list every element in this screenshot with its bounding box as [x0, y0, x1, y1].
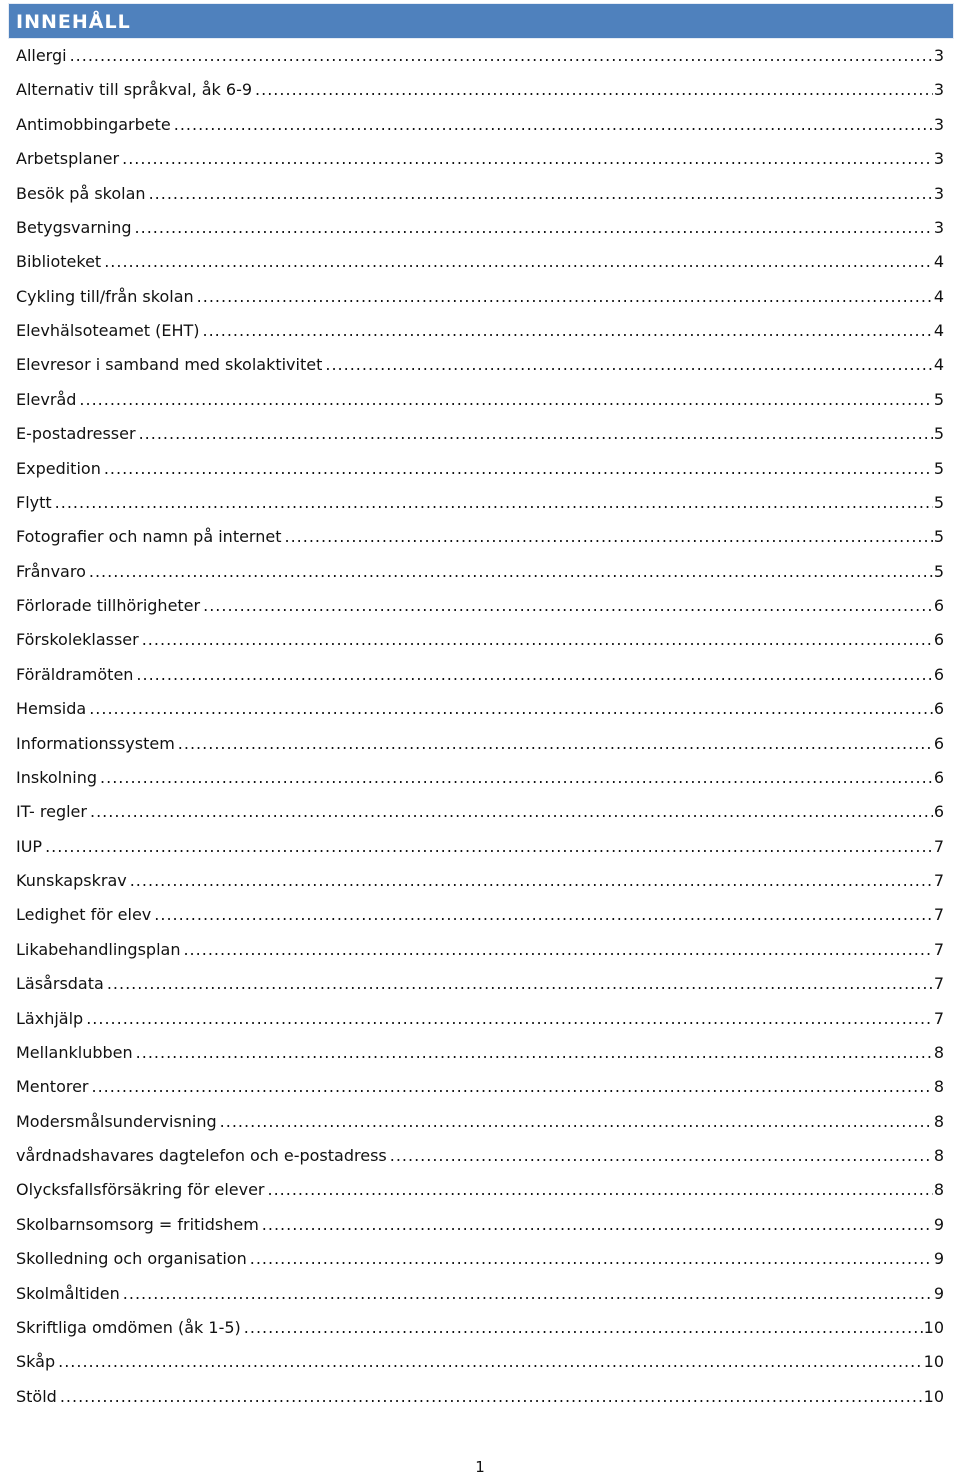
- toc-entry-page: 5: [933, 492, 944, 512]
- toc-entry-title: Fotografier och namn på internet: [16, 527, 282, 547]
- toc-dot-leader: [55, 486, 933, 520]
- toc-entry-page: 6: [933, 802, 944, 822]
- toc-dot-leader: [79, 383, 932, 417]
- toc-entry[interactable]: [16, 761, 944, 795]
- toc-entry-page: 5: [933, 424, 944, 444]
- toc-entry-title: Mellanklubben: [16, 1042, 133, 1062]
- toc-entry-title: Cykling till/från skolan: [16, 286, 194, 306]
- toc-entry-title: Flytt: [16, 492, 52, 512]
- toc-entry[interactable]: [16, 933, 944, 967]
- toc-entry[interactable]: [16, 1242, 944, 1276]
- toc-entry-page: 6: [933, 767, 944, 787]
- toc-dot-leader: [45, 830, 933, 864]
- toc-entry[interactable]: [16, 1105, 944, 1139]
- toc-entry-title: Modersmålsundervisning: [16, 1111, 217, 1131]
- toc-dot-leader: [203, 589, 933, 623]
- toc-dot-leader: [390, 1139, 933, 1173]
- toc-entry[interactable]: [16, 1208, 944, 1242]
- toc-entry-title: Inskolning: [16, 767, 98, 787]
- toc-entry[interactable]: [16, 280, 944, 314]
- toc-dot-leader: [139, 417, 933, 451]
- toc-entry[interactable]: [16, 348, 944, 382]
- toc-dot-leader: [107, 967, 933, 1001]
- toc-dot-leader: [89, 692, 933, 726]
- toc-entry-title: E-postadresser: [16, 424, 136, 444]
- toc-dot-leader: [70, 39, 933, 73]
- toc-entry-title: Kunskapskrav: [16, 871, 127, 890]
- toc-entry-title: IUP: [16, 836, 43, 856]
- toc-dot-leader: [60, 1380, 923, 1414]
- toc-entry-title: Skriftliga omdömen (åk 1-5): [16, 1317, 241, 1337]
- toc-entry[interactable]: [16, 967, 944, 1001]
- table-of-contents: [16, 39, 944, 1414]
- toc-entry-title: Läxhjälp: [16, 1008, 84, 1028]
- toc-entry[interactable]: [16, 864, 944, 898]
- toc-dot-leader: [220, 1105, 933, 1139]
- toc-entry-title: Arbetsplaner: [16, 149, 120, 169]
- toc-entry-title: Ledighet för elev: [16, 905, 152, 925]
- toc-entry-page: 7: [933, 871, 944, 890]
- toc-dot-leader: [325, 348, 932, 382]
- toc-dot-leader: [86, 1002, 933, 1036]
- toc-entry[interactable]: [16, 1036, 944, 1070]
- toc-entry-page: 6: [933, 596, 944, 615]
- toc-entry[interactable]: [16, 658, 944, 692]
- toc-entry-page: 4: [933, 252, 944, 272]
- toc-entry[interactable]: [16, 1173, 944, 1207]
- toc-entry-title: Betygsvarning: [16, 217, 132, 237]
- toc-entry-page: 7: [933, 836, 944, 856]
- toc-entry-title: Alternativ till språkval, åk 6-9: [16, 80, 253, 100]
- toc-dot-leader: [284, 520, 932, 554]
- toc-entry-title: Skolledning och organisation: [16, 1249, 247, 1269]
- toc-dot-leader: [268, 1173, 933, 1207]
- toc-entry[interactable]: [16, 589, 944, 623]
- toc-entry[interactable]: [16, 727, 944, 761]
- toc-entry[interactable]: [16, 1277, 944, 1311]
- toc-entry-page: 4: [933, 321, 944, 340]
- toc-entry[interactable]: [16, 417, 944, 451]
- toc-entry-title: Läsårsdata: [16, 974, 104, 994]
- toc-entry-page: 5: [933, 389, 944, 409]
- toc-entry-page: 3: [933, 183, 944, 203]
- toc-dot-leader: [104, 245, 933, 279]
- toc-entry-page: 7: [933, 1008, 944, 1028]
- toc-entry[interactable]: [16, 1002, 944, 1036]
- toc-dot-leader: [130, 864, 933, 898]
- toc-dot-leader: [262, 1208, 933, 1242]
- toc-entry-page: 8: [933, 1077, 944, 1097]
- toc-entry[interactable]: [16, 898, 944, 932]
- toc-entry-title: Antimobbingarbete: [16, 114, 171, 134]
- toc-dot-leader: [178, 727, 933, 761]
- toc-entry-page: 3: [933, 149, 944, 169]
- toc-entry-page: 6: [933, 699, 944, 719]
- toc-entry-page: 6: [933, 733, 944, 753]
- toc-dot-leader: [136, 658, 932, 692]
- toc-entry-title: Allergi: [16, 46, 67, 65]
- toc-entry[interactable]: [16, 108, 944, 142]
- toc-entry[interactable]: [16, 1139, 944, 1173]
- toc-entry[interactable]: [16, 692, 944, 726]
- toc-dot-leader: [123, 1277, 933, 1311]
- toc-entry[interactable]: [16, 211, 944, 245]
- toc-entry-page: 8: [933, 1146, 944, 1165]
- toc-dot-leader: [100, 761, 933, 795]
- toc-entry-page: 7: [933, 905, 944, 925]
- toc-entry-page: 6: [933, 664, 944, 684]
- toc-entry-page: 3: [933, 80, 944, 100]
- toc-dot-leader: [142, 623, 933, 657]
- toc-entry[interactable]: [16, 314, 944, 348]
- toc-entry-title: Skåp: [16, 1352, 56, 1372]
- toc-entry[interactable]: [16, 39, 944, 73]
- toc-entry-title: Föräldramöten: [16, 664, 134, 684]
- toc-entry-title: Frånvaro: [16, 561, 86, 581]
- toc-entry-title: vårdnadshavares dagtelefon och e-postadress: [16, 1146, 387, 1165]
- toc-dot-leader: [250, 1242, 933, 1276]
- toc-entry-title: Stöld: [16, 1386, 57, 1406]
- toc-dot-leader: [197, 280, 933, 314]
- toc-dot-leader: [244, 1311, 923, 1345]
- toc-entry[interactable]: [16, 1345, 944, 1379]
- toc-entry[interactable]: [16, 383, 944, 417]
- toc-entry-page: 3: [933, 217, 944, 237]
- toc-entry[interactable]: [16, 452, 944, 486]
- toc-entry-page: 6: [933, 630, 944, 650]
- toc-dot-leader: [136, 1036, 933, 1070]
- toc-entry-page: 5: [933, 458, 944, 478]
- toc-entry-page: 3: [933, 46, 944, 65]
- toc-dot-leader: [174, 108, 933, 142]
- toc-entry[interactable]: [16, 142, 944, 176]
- toc-entry[interactable]: [16, 73, 944, 107]
- toc-entry-page: 9: [933, 1249, 944, 1269]
- toc-entry-title: Mentorer: [16, 1077, 89, 1097]
- toc-entry-page: 8: [933, 1111, 944, 1131]
- toc-entry-page: 3: [933, 114, 944, 134]
- toc-dot-leader: [255, 73, 933, 107]
- toc-entry[interactable]: [16, 623, 944, 657]
- toc-dot-leader: [92, 1070, 933, 1104]
- toc-dot-leader: [58, 1345, 923, 1379]
- toc-dot-leader: [104, 452, 933, 486]
- toc-dot-leader: [89, 555, 933, 589]
- toc-dot-leader: [122, 142, 933, 176]
- toc-entry-title: Olycksfallsförsäkring för elever: [16, 1180, 265, 1200]
- toc-entry-page: 7: [933, 974, 944, 994]
- toc-header-bar: [8, 3, 954, 41]
- toc-dot-leader: [154, 898, 933, 932]
- toc-entry-page: 4: [933, 286, 944, 306]
- toc-entry-page: 7: [933, 939, 944, 959]
- toc-entry-title: Skolbarnsomsorg = fritidshem: [16, 1214, 259, 1234]
- toc-entry-title: Expedition: [16, 458, 101, 478]
- toc-entry-title: Elevråd: [16, 389, 77, 409]
- toc-entry[interactable]: [16, 1311, 944, 1345]
- toc-heading: INNEHÅLL: [16, 11, 131, 33]
- toc-entry-title: Elevresor i samband med skolaktivitet: [16, 355, 323, 375]
- toc-entry-page: 9: [933, 1214, 944, 1234]
- toc-entry[interactable]: [16, 830, 944, 864]
- toc-dot-leader: [135, 211, 933, 245]
- toc-entry-title: Förlorade tillhörigheter: [16, 596, 201, 615]
- toc-entry-page: 10: [923, 1317, 944, 1337]
- toc-entry[interactable]: [16, 795, 944, 829]
- toc-entry[interactable]: [16, 520, 944, 554]
- toc-entry-title: Likabehandlingsplan: [16, 939, 181, 959]
- toc-entry-title: Skolmåltiden: [16, 1283, 120, 1303]
- toc-dot-leader: [183, 933, 932, 967]
- toc-entry[interactable]: [16, 177, 944, 211]
- toc-entry-title: Besök på skolan: [16, 183, 146, 203]
- toc-entry-page: 4: [933, 355, 944, 375]
- toc-entry[interactable]: [16, 1380, 944, 1414]
- toc-entry-title: Hemsida: [16, 699, 87, 719]
- toc-entry-title: Förskoleklasser: [16, 630, 139, 650]
- toc-entry[interactable]: [16, 486, 944, 520]
- toc-entry-page: 8: [933, 1180, 944, 1200]
- toc-dot-leader: [203, 314, 933, 348]
- page-number: 1: [475, 1458, 485, 1476]
- toc-entry[interactable]: [16, 555, 944, 589]
- toc-entry-page: 9: [933, 1283, 944, 1303]
- toc-entry-page: 10: [923, 1386, 944, 1406]
- toc-entry-page: 5: [933, 561, 944, 581]
- toc-entry-page: 10: [923, 1352, 944, 1372]
- toc-dot-leader: [149, 177, 933, 211]
- toc-dot-leader: [90, 795, 933, 829]
- toc-entry-title: Biblioteket: [16, 252, 102, 272]
- toc-entry[interactable]: [16, 245, 944, 279]
- toc-entry-title: Elevhälsoteamet (EHT): [16, 321, 200, 340]
- toc-entry[interactable]: [16, 1070, 944, 1104]
- toc-entry-page: 8: [933, 1042, 944, 1062]
- toc-entry-title: IT- regler: [16, 802, 87, 822]
- toc-entry-page: 5: [933, 527, 944, 547]
- toc-entry-title: Informationssystem: [16, 733, 175, 753]
